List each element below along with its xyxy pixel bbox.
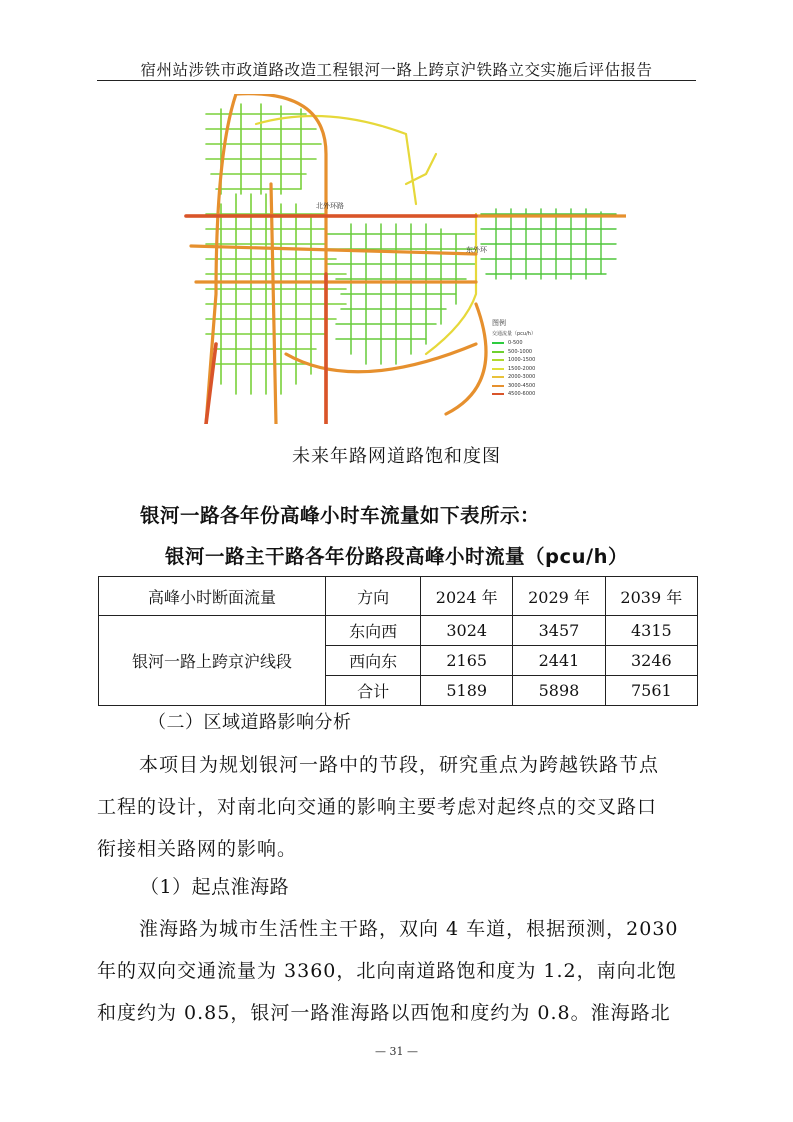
legend-swatch <box>492 359 504 361</box>
legend-swatch <box>492 342 504 344</box>
legend-swatch <box>492 393 504 395</box>
value-cell: 5898 <box>513 676 605 706</box>
direction-cell: 东向西 <box>326 616 421 646</box>
legend-label: 4500-6000 <box>508 391 536 398</box>
value-cell: 2441 <box>513 646 605 676</box>
legend-swatch <box>492 351 504 353</box>
map-legend <box>492 318 572 399</box>
section-name-cell: 银河一路上跨京沪线段 <box>99 616 326 706</box>
paragraph-line: 衔接相关路网的影响。 <box>97 838 298 860</box>
table-header-row <box>99 577 698 616</box>
legend-label: 1000-1500 <box>508 357 536 364</box>
value-cell: 7561 <box>605 676 697 706</box>
column-header: 2039 年 <box>605 577 697 616</box>
traffic-flow-table <box>98 576 698 706</box>
subheading: （1）起点淮海路 <box>140 876 290 898</box>
paragraph <box>97 908 697 1034</box>
map-label: 北外环路 <box>316 202 344 210</box>
direction-cell: 合计 <box>326 676 421 706</box>
column-header: 2029 年 <box>513 577 605 616</box>
paragraph-line: 淮海路为城市生活性主干路，双向 4 车道，根据预测，2030 <box>139 918 679 940</box>
table-title: 银河一路主干路各年份路段高峰小时流量（pcu/h） <box>165 545 628 568</box>
legend-swatch <box>492 368 504 370</box>
legend-item <box>492 356 572 365</box>
legend-swatch <box>492 385 504 387</box>
paragraph-line: 和度约为 0.85，银河一路淮海路以西饱和度约为 0.8。淮海路北 <box>97 1002 671 1024</box>
paragraph <box>97 744 697 870</box>
map-label: 东外环 <box>466 246 487 254</box>
legend-label: 500-1000 <box>508 348 533 355</box>
running-header: 宿州站涉铁市政道路改造工程银河一路上跨京沪铁路立交实施后评估报告 <box>140 61 653 79</box>
paragraph-line: 本项目为规划银河一路中的节段，研究重点为跨越铁路节点 <box>139 754 660 776</box>
legend-label: 0-500 <box>508 340 523 347</box>
table-row <box>99 616 698 646</box>
column-header: 方向 <box>326 577 421 616</box>
direction-cell: 西向东 <box>326 646 421 676</box>
legend-unit: 交通流量（pcu/h） <box>492 331 536 337</box>
value-cell: 5189 <box>421 676 513 706</box>
page-number: — 31 — <box>375 1045 418 1058</box>
header-rule <box>97 80 696 81</box>
column-header: 高峰小时断面流量 <box>99 577 326 616</box>
section-heading: （二）区域道路影响分析 <box>148 712 352 733</box>
value-cell: 3457 <box>513 616 605 646</box>
paragraph-line: 年的双向交通流量为 3360，北向南道路饱和度为 1.2，南向北饱 <box>97 960 677 982</box>
legend-item <box>492 373 572 382</box>
legend-label: 3000-4500 <box>508 382 536 389</box>
column-header: 2024 年 <box>421 577 513 616</box>
legend-item <box>492 382 572 391</box>
value-cell: 3246 <box>605 646 697 676</box>
legend-label: 1500-2000 <box>508 365 536 372</box>
legend-item <box>492 339 572 348</box>
value-cell: 2165 <box>421 646 513 676</box>
legend-title: 图例 <box>492 319 506 327</box>
legend-item <box>492 348 572 357</box>
paragraph-line: 工程的设计，对南北向交通的影响主要考虑对起终点的交叉路口 <box>97 796 658 818</box>
figure-caption: 未来年路网道路饱和度图 <box>292 446 501 467</box>
value-cell: 4315 <box>605 616 697 646</box>
legend-swatch <box>492 376 504 378</box>
legend-label: 2000-3000 <box>508 374 536 381</box>
lead-text: 银河一路各年份高峰小时车流量如下表所示： <box>140 504 541 527</box>
legend-item <box>492 365 572 374</box>
value-cell: 3024 <box>421 616 513 646</box>
legend-item <box>492 390 572 399</box>
